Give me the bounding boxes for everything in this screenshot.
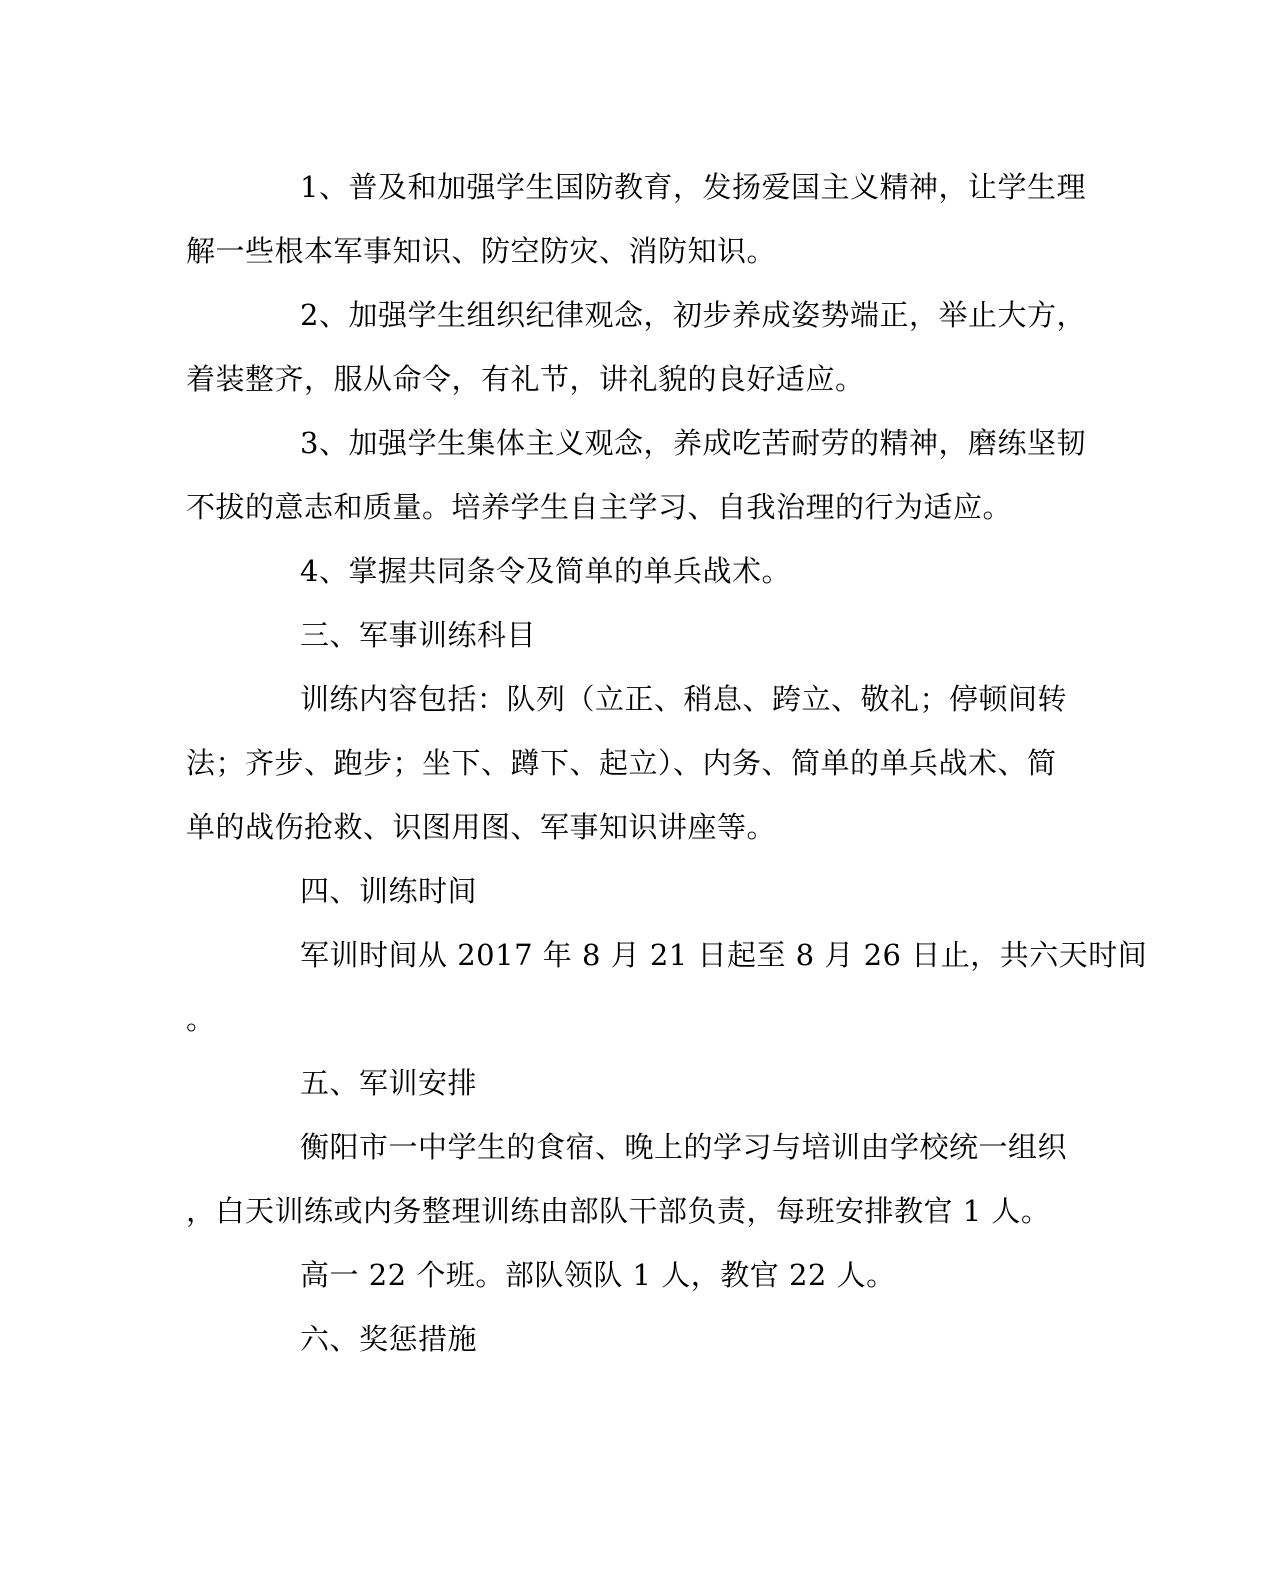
paragraph-line: 解一些根本军事知识、防空防灾、消防知识。 [186,234,777,268]
paragraph-line: 衡阳市一中学生的食宿、晚上的学习与培训由学校统一组织 [300,1130,1068,1164]
paragraph-line: 着装整齐，服从命令，有礼节，讲礼貌的良好适应。 [186,362,865,396]
paragraph-line: 法；齐步、跑步；坐下、蹲下、起立）、内务、简单的单兵战术、简 [186,746,1057,780]
paragraph-line: 1、普及和加强学生国防教育，发扬爱国主义精神，让学生理 [300,170,1086,204]
section-heading: 六、奖惩措施 [300,1322,478,1356]
paragraph-line: ，白天训练或内务整理训练由部队干部负责，每班安排教官 1 人。 [186,1194,1051,1228]
section-heading: 五、军训安排 [300,1066,478,1100]
paragraph-line: 。 [186,1002,216,1036]
paragraph-line: 军训时间从 2017 年 8 月 21 日起至 8 月 26 日止，共六天时间 [300,938,1148,972]
paragraph-line: 不拔的意志和质量。培养学生自主学习、自我治理的行为适应。 [186,490,1013,524]
paragraph-line: 单的战伤抢救、识图用图、军事知识讲座等。 [186,810,777,844]
section-heading: 三、军事训练科目 [300,618,537,652]
paragraph-line: 4、掌握共同条令及简单的单兵战术。 [300,554,791,588]
section-heading: 四、训练时间 [300,874,478,908]
paragraph-line: 高一 22 个班。部队领队 1 人，教官 22 人。 [300,1258,896,1292]
paragraph-line: 训练内容包括：队列（立正、稍息、跨立、敬礼；停顿间转 [300,682,1068,716]
paragraph-line: 3、加强学生集体主义观念，养成吃苦耐劳的精神，磨练坚韧 [300,426,1086,460]
paragraph-line: 2、加强学生组织纪律观念，初步养成姿势端正，举止大方， [300,298,1086,332]
